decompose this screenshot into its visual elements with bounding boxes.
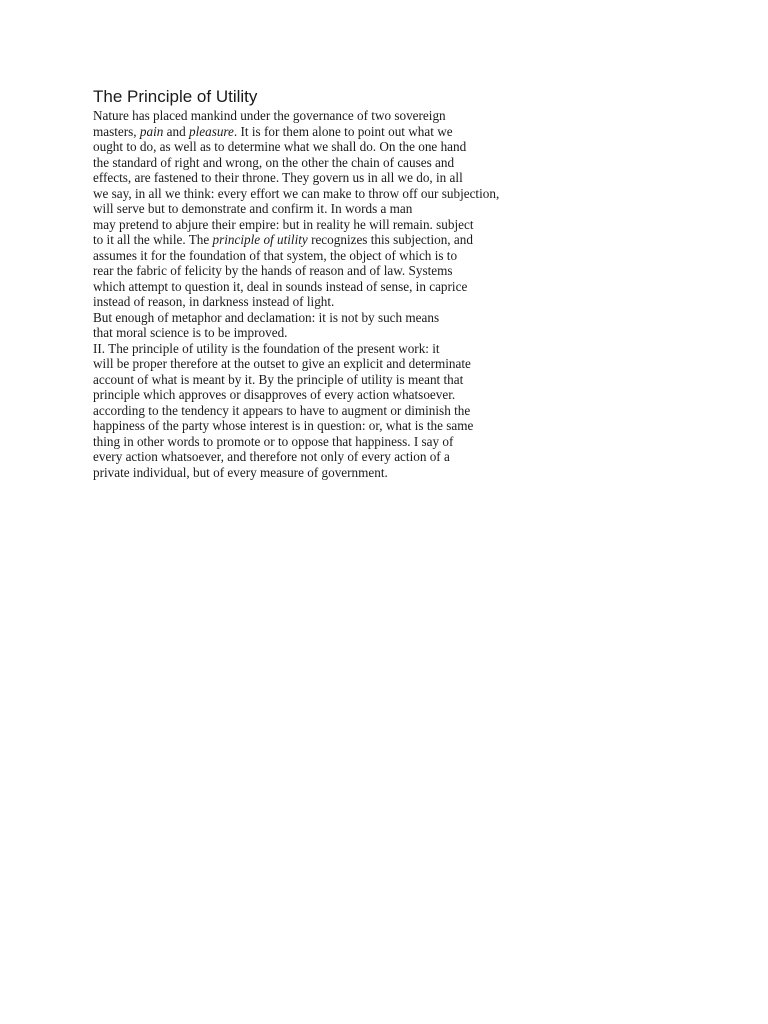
italic-term: pain xyxy=(139,123,164,139)
text-run: the standard of right and wrong, on the other the chain of causes and xyxy=(93,154,455,170)
text-run: which attempt to question it, deal in sounds instead of sense, in caprice xyxy=(93,278,468,294)
text-line xyxy=(93,434,653,450)
text-line xyxy=(93,201,653,217)
text-line xyxy=(93,232,653,248)
document-body xyxy=(93,108,653,480)
text-run: that moral science is to be improved. xyxy=(93,325,288,340)
text-run: every action whatsoever, and therefore not only of every action of a xyxy=(93,449,450,464)
document-page xyxy=(93,86,653,480)
text-run: according to the tendency it appears to have to augment or diminish the xyxy=(93,402,471,418)
text-run: effects, are fastened to their throne. They govern us in all we do, in all xyxy=(93,170,463,185)
text-line xyxy=(93,186,653,202)
text-run: happiness of the party whose interest is in question: or, what is the same xyxy=(93,418,474,433)
text-line xyxy=(93,170,653,186)
text-line xyxy=(93,356,653,372)
text-run: will be proper therefore at the outset to give an explicit and determinate xyxy=(93,356,471,371)
text-line xyxy=(93,217,653,233)
text-line xyxy=(93,325,653,341)
text-run: principle which approves or disapproves of every action whatsoever. xyxy=(93,387,456,402)
text-line xyxy=(93,387,653,403)
text-line xyxy=(93,372,653,388)
text-run: II. The principle of utility is the foundation of the present work: it xyxy=(93,340,440,356)
text-run: rear the fabric of felicity by the hands of reason and of law. Systems xyxy=(93,263,453,278)
text-run: to it all the while. The xyxy=(93,232,213,247)
text-run: instead of reason, in darkness instead of light. xyxy=(93,294,335,309)
text-run: will serve but to demonstrate and confirm it. In words a man xyxy=(93,201,413,216)
text-run: masters, xyxy=(93,123,140,139)
document-title: The Principle of Utility xyxy=(93,87,258,106)
text-line xyxy=(93,310,653,326)
text-line xyxy=(93,248,653,264)
text-line xyxy=(93,418,653,434)
text-line xyxy=(93,263,653,279)
text-run: ought to do, as well as to determine what we shall do. On the one hand xyxy=(93,139,467,154)
text-line xyxy=(93,403,653,419)
text-run: But enough of metaphor and declamation: it is not by such means xyxy=(93,309,440,325)
italic-term: principle of utility xyxy=(212,232,308,247)
text-run: Nature has placed mankind under the governance of two sovereign xyxy=(93,108,446,123)
text-line xyxy=(93,108,653,124)
text-line xyxy=(93,341,653,357)
text-run: recognizes this subjection, and xyxy=(307,232,473,247)
text-run: private individual, but of every measure of government. xyxy=(93,464,388,480)
text-line xyxy=(93,465,653,481)
text-run: thing in other words to promote or to oppose that happiness. I say of xyxy=(93,433,454,449)
text-line xyxy=(93,124,653,140)
text-line xyxy=(93,449,653,465)
text-line xyxy=(93,139,653,155)
text-line xyxy=(93,294,653,310)
text-run: account of what is meant by it. By the principle of utility is meant that xyxy=(93,371,464,387)
text-line xyxy=(93,279,653,295)
text-run: we say, in all we think: every effort we can make to throw off our subjection, xyxy=(93,185,500,201)
text-line xyxy=(93,155,653,171)
text-run: . It is for them alone to point out what we xyxy=(233,123,453,139)
italic-term: pleasure xyxy=(188,123,234,139)
text-run: may pretend to abjure their empire: but in reality he will remain. subject xyxy=(93,216,474,232)
text-run: and xyxy=(163,123,189,139)
text-run: assumes it for the foundation of that system, the object of which is to xyxy=(93,247,458,263)
